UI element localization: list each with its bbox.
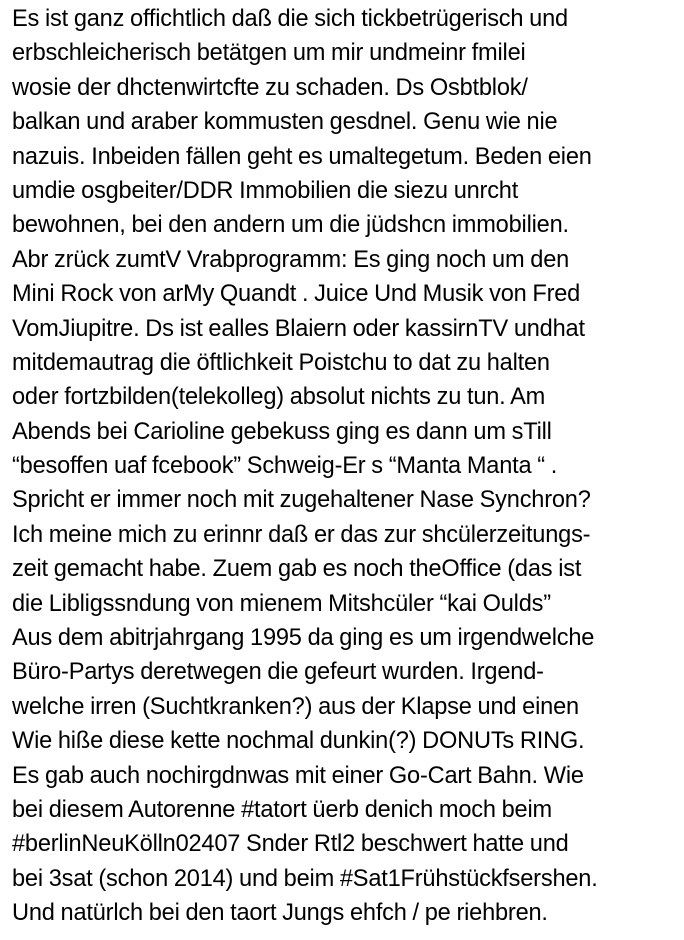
text-line: Wie hiße diese kette nochmal dunkin(?) DONUTs RING.	[12, 728, 585, 755]
text-line: Aus dem abitrjahrgang 1995 da ging es um irgendwelche	[12, 625, 595, 652]
text-line: mitdemautrag die öftlichkeit Poistchu to dat zu halten	[12, 349, 550, 376]
text-line: Spricht er immer noch mit zugehaltener Nase Synchron?	[12, 487, 591, 514]
text-line: wosie der dhctenwirtcfte zu schaden. Ds Osbtblok/	[12, 74, 528, 101]
text-line: Büro-Partys deretwegen die gefeurt wurden. Irgend-	[12, 659, 544, 686]
text-line: Abends bei Carioline gebekuss ging es dann um sTill	[12, 418, 552, 445]
text-line: Es ist ganz offichtlich daß die sich tickbetrügerisch und	[12, 6, 568, 32]
text-line: umdie osgbeiter/DDR Immobilien die siezu unrcht	[12, 177, 519, 204]
text-line: bewohnen, bei den andern um die jüdshcn immobilien.	[12, 212, 569, 239]
text-line: welche irren (Suchtkranken?) aus der Klapse und einen	[12, 693, 579, 720]
text-line: VomJiupitre. Ds ist ealles Blaiern oder kassirnTV undhat	[12, 315, 585, 342]
text-line: oder fortzbilden(telekolleg) absolut nichts zu tun. Am	[12, 384, 546, 411]
text-line: bei diesem Autorenne #tatort üerb denich moch beim	[12, 796, 552, 823]
text-line: zeit gemacht habe. Zuem gab es noch theOffice (das ist	[12, 556, 582, 583]
text-line: Ich meine mich zu erinnr daß er das zur shcülerzeitungs-	[12, 521, 591, 548]
text-line: Und natürlch bei den taort Jungs ehfch / pe riehbren.	[12, 900, 548, 927]
text-line: “besoffen uaf fcebook” Schweig-Er s “Manta Manta “ .	[12, 453, 558, 480]
text-line: balkan und araber kommusten gesdnel. Genu wie nie	[12, 109, 558, 136]
text-line: Es gab auch nochirgdnwas mit einer Go-Cart Bahn. Wie	[12, 762, 584, 789]
text-line: Mini Rock von arMy Quandt . Juice Und Musik von Fred	[12, 281, 581, 308]
text-line: #berlinNeuKölln02407 Snder Rtl2 beschwert hatte und	[12, 831, 569, 858]
text-line: Abr zrück zumtV Vrabprogramm: Es ging noch um den	[12, 246, 570, 273]
text-line: erbschleicherisch betätgen um mir undmeinr fmilei	[12, 40, 526, 67]
text-line: nazuis. Inbeiden fällen geht es umaltegetum. Beden eien	[12, 143, 592, 170]
body-text	[12, 2, 680, 931]
text-line: die Libligssndung von mienem Mitshcüler “kai Oulds”	[12, 590, 551, 617]
text-line: bei 3sat (schon 2014) und beim #Sat1Frühstückfsershen.	[12, 865, 598, 892]
